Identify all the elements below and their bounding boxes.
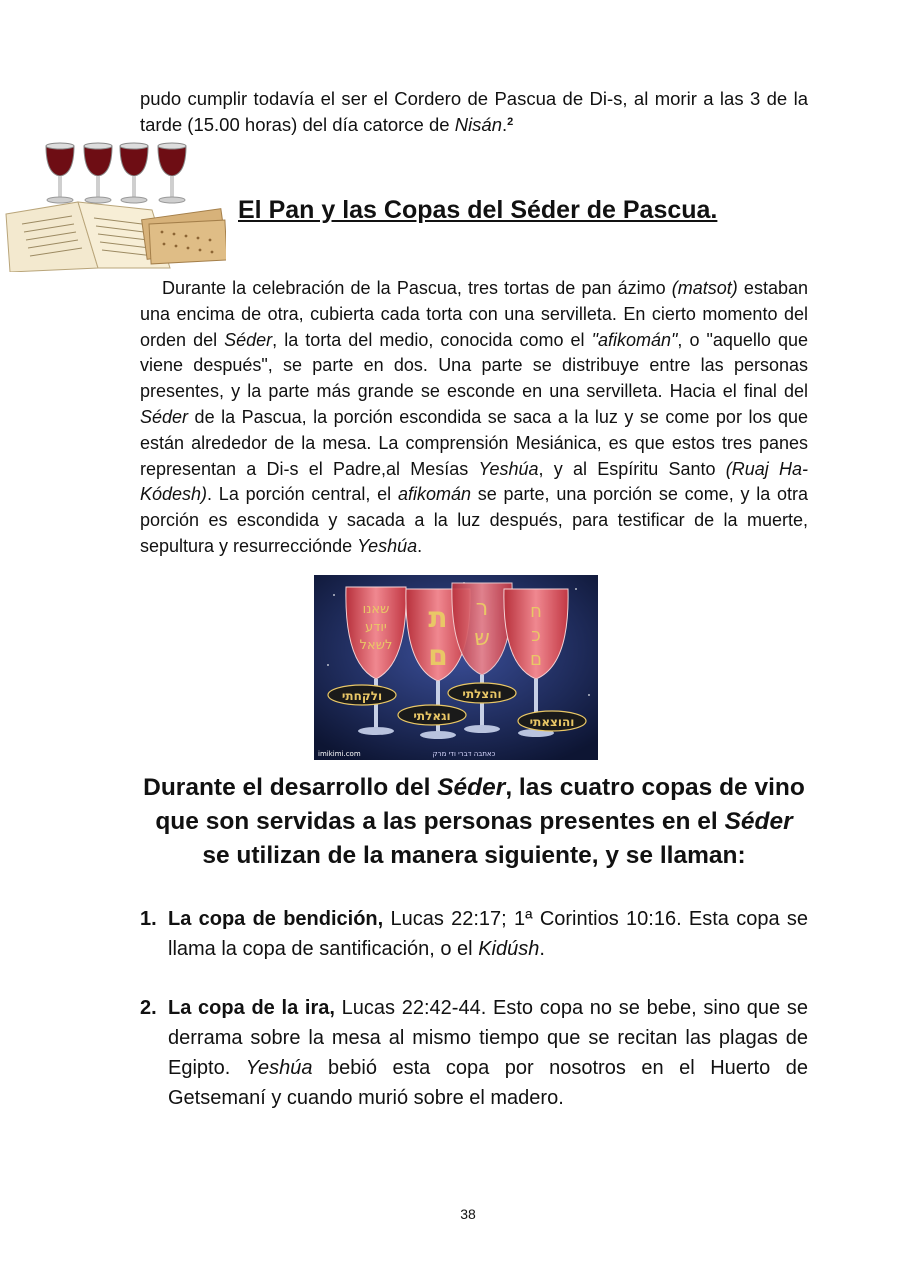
cup-letters: שאנו bbox=[362, 602, 390, 617]
page-number: 38 bbox=[460, 1206, 476, 1222]
svg-text:ולקחתי: ולקחתי bbox=[341, 689, 383, 703]
cup-letters: ש bbox=[474, 626, 490, 651]
section-heading: El Pan y las Copas del Séder de Pascua. bbox=[238, 196, 718, 224]
hebrew-plaque bbox=[398, 705, 466, 725]
image-watermark: imikimi.com bbox=[318, 750, 361, 758]
list-item: 2. La copa de la ira, Lucas 22:42-44. Esto copa no se bebe, sino que se derrama sobre la mesa al mismo tiempo que se recitan las plagas de Egipto. Yeshúa bebió esta copa por nosotros en el Huerto de Getsemaní y cuando murió sobre el madero. bbox=[140, 993, 808, 1113]
wine-glass-icon bbox=[46, 143, 74, 203]
image-caption-hebrew: כאתבה דברי ודי מרק bbox=[432, 750, 496, 758]
cup-letters: כ bbox=[531, 625, 541, 646]
footnote-reference: 2 bbox=[507, 116, 514, 128]
wine-glass-icon bbox=[158, 143, 186, 203]
list-number: 2. bbox=[140, 997, 157, 1019]
cup-letters: לשאל bbox=[359, 638, 393, 653]
list-item-title: La copa de la ira, bbox=[168, 997, 335, 1019]
svg-text:והוצאתי: והוצאתי bbox=[529, 715, 575, 729]
wine-glass-icon bbox=[84, 143, 112, 203]
intro-nisan: Nisán bbox=[454, 114, 503, 135]
cup-letters: ח bbox=[530, 601, 542, 622]
cups-list bbox=[140, 904, 808, 1113]
wine-glasses-and-matzah-illustration bbox=[2, 140, 226, 272]
cups-subheading: Durante el desarrollo del Séder, las cuatro copas de vino que son servidas a las personas presentes en el Séder se utilizan de la manera siguiente, y se llaman: bbox=[143, 774, 805, 869]
list-item: 1. La copa de bendición, Lucas 22:17; 1ª Corintios 10:16. Esta copa se llama la copa de santificación, o el Kidúsh. bbox=[140, 904, 808, 964]
hebrew-plaque bbox=[328, 685, 396, 705]
body-paragraph: Durante la celebración de la Pascua, tres tortas de pan ázimo (matsot) estaban una encima de otra, cubierta cada torta con una servilleta. En cierto momento del orden del Séder, la torta del medio, conocida como el "afikomán", o "aquello que viene después", se parte en dos. Una parte se distribuye entre las personas presentes, y la parte más grande se esconde en una servilleta. Hacia el final del Séder de la Pascua, la porción escondida se saca a la luz y se come por los que están alrededor de la mesa. La comprensión Mesiánica, es que estos tres panes representan a Di-s el Padre,al Mesías Yeshúa, y al Espíritu Santo (Ruaj Ha-Kódesh). La porción central, el afikomán se parte, una porción se come, y la otra porción es escondida y sacada a la luz después, para testificar de la muerte, sepultura y resurrecciónde Yeshúa. bbox=[140, 278, 809, 556]
intro-paragraph bbox=[140, 86, 808, 138]
cup-letters: ם bbox=[428, 639, 448, 672]
intro-text: pudo cumplir todavía el ser el Cordero de Pascua de Di-s, al morir a las 3 de la tarde (15.00 horas) del día catorce de bbox=[140, 88, 808, 135]
hebrew-plaque bbox=[518, 711, 586, 731]
svg-text:והצלתי: והצלתי bbox=[462, 687, 502, 701]
svg-text:וגאלתי: וגאלתי bbox=[413, 709, 451, 723]
cup-letters: יודע bbox=[365, 620, 387, 635]
list-number: 1. bbox=[140, 908, 157, 930]
cup-letters: ת bbox=[428, 601, 448, 634]
wine-glass-icon bbox=[120, 143, 148, 203]
hebrew-plaque bbox=[448, 683, 516, 703]
intro-period: . bbox=[502, 114, 508, 135]
cup-letters: ם bbox=[530, 649, 542, 670]
cup-letters: ר bbox=[475, 596, 489, 621]
four-cups-hebrew-image bbox=[314, 575, 598, 760]
list-item-title: La copa de bendición, bbox=[168, 908, 384, 930]
